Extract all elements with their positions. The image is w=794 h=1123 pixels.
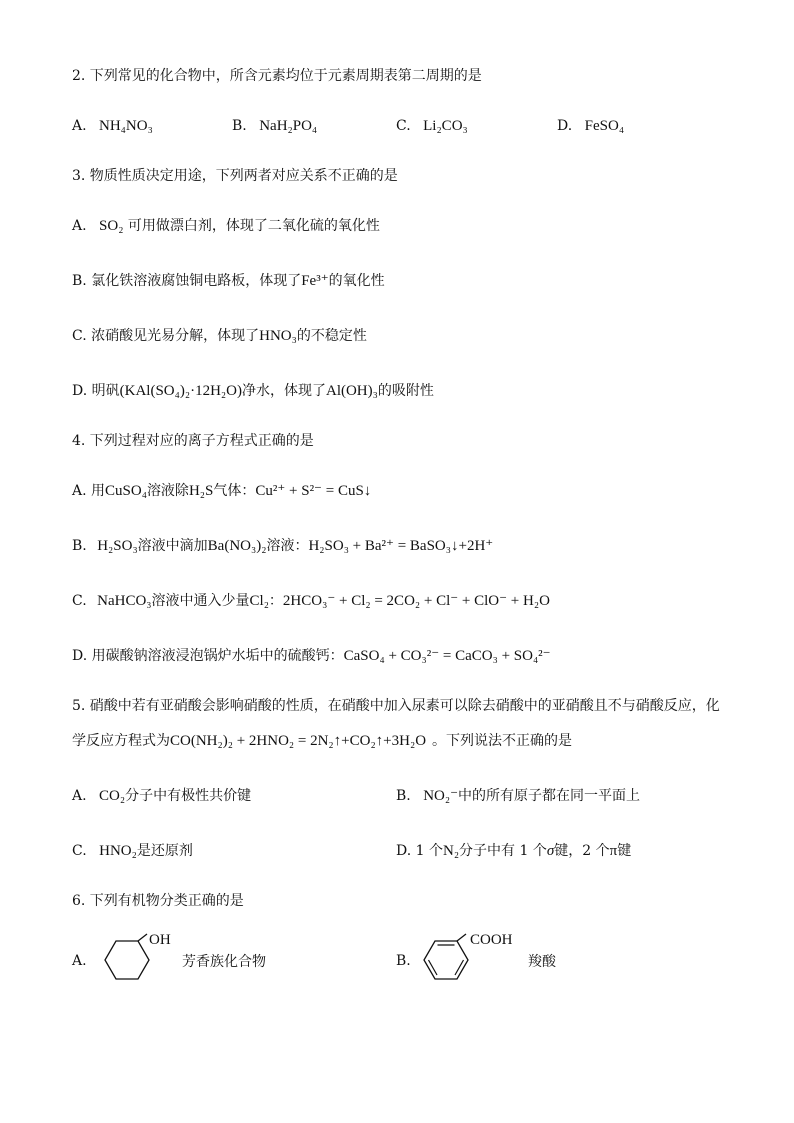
q5-c-label: C. — [72, 843, 87, 859]
q3-d-formula: (KAl(SO₄)₂·12H₂O) — [119, 383, 242, 399]
q5-d-tail: 键 — [617, 843, 632, 859]
q4-a-formula1: CuSO₄ — [105, 483, 147, 499]
q5-option-a[interactable] — [72, 786, 251, 806]
q3-a-label: A. — [72, 218, 87, 234]
q2-option-a[interactable] — [72, 116, 153, 136]
q4-d-text: D. 用碳酸钠溶液浸泡锅炉水垢中的硫酸钙： — [72, 648, 344, 664]
q5-equation: CO(NH₂)₂ + 2HNO₂ = 2N₂↑+CO₂↑+3H₂O — [170, 733, 427, 749]
q6-a-label[interactable]: A. — [72, 953, 87, 969]
q4-b-mid2: 溶液： — [266, 538, 309, 554]
q2-stem: 2. 下列常见的化合物中，所含元素均位于元素周期表第二周期的是 — [72, 68, 482, 84]
q5-stem-post: 。下列说法不正确的是 — [432, 733, 573, 749]
q5-b-formula: NO₂⁻ — [423, 788, 459, 804]
q3-c-formula: HNO₃ — [259, 328, 297, 344]
q2-d-formula: FeSO₄ — [584, 118, 625, 134]
q5-d-mid: 分子中有 1 个 — [459, 843, 547, 859]
q2-option-c[interactable] — [396, 116, 468, 136]
q5-option-b[interactable] — [396, 786, 640, 806]
q5-a-label: A. — [72, 788, 87, 804]
q5-a-text: 分子中有极性共价键 — [125, 788, 252, 804]
q4-option-b[interactable] — [72, 536, 493, 556]
q3-b-formula: Fe³⁺ — [301, 273, 329, 289]
q4-c-mid: 溶液中通入少量 — [151, 593, 250, 609]
q3-d-formula2: Al(OH)₃ — [325, 383, 378, 399]
q3-option-b[interactable] — [72, 271, 385, 291]
q5-d-sigma: σ — [546, 843, 555, 859]
q5-stem-line1: 5. 硝酸中若有亚硝酸会影响硝酸的性质，在硝酸中加入尿素可以除去硝酸中的亚硝酸且不与硝酸反应，化 — [72, 698, 720, 714]
q2-a-label: A. — [72, 118, 87, 134]
q2-b-formula: NaH₂PO₄ — [259, 118, 318, 134]
q3-d-text: D. 明矾 — [72, 383, 120, 399]
q4-b-label: B. — [72, 538, 87, 554]
q3-a-text: 可用做漂白剂，体现了二氧化硫的氧化性 — [127, 218, 380, 234]
q5-option-c[interactable] — [72, 841, 193, 861]
q4-a-formula2: H₂S — [188, 483, 214, 499]
q3-b-text: B. 氯化铁溶液腐蚀铜电路板，体现了 — [72, 273, 302, 289]
q5-stem-pre: 学反应方程式为 — [72, 733, 170, 749]
q3-option-a[interactable] — [72, 216, 380, 236]
q2-c-label: C. — [396, 118, 411, 134]
q4-d-equation: CaSO₄ + CO₃²⁻ = CaCO₃ + SO₄²⁻ — [343, 648, 551, 664]
q5-d-pi: π — [609, 843, 618, 859]
q3-stem: 3. 物质性质决定用途，下列两者对应关系不正确的是 — [72, 168, 398, 184]
q3-c-text: C. 浓硝酸见光易分解，体现了 — [72, 328, 260, 344]
q4-c-label: C. — [72, 593, 87, 609]
q2-a-formula: NH₄NO₃ — [99, 118, 153, 134]
q3-d-tail: 的吸附性 — [377, 383, 434, 399]
q4-b-formula2: Ba(NO₃)₂ — [207, 538, 267, 554]
q3-d-mid: 净水，体现了 — [241, 383, 326, 399]
q4-stem: 4. 下列过程对应的离子方程式正确的是 — [72, 433, 314, 449]
q6-stem: 6. 下列有机物分类正确的是 — [72, 893, 244, 909]
q4-a-text: A. 用 — [72, 483, 106, 499]
q3-c-tail: 的不稳定性 — [296, 328, 367, 344]
q3-option-c[interactable] — [72, 326, 367, 346]
q4-c-formula1: NaHCO₃ — [97, 593, 152, 609]
q3-a-formula: SO₂ — [99, 218, 124, 234]
q5-d-text: D. 1 个 — [396, 843, 443, 859]
q4-b-equation: H₂SO₃ + Ba²⁺ = BaSO₃↓+2H⁺ — [308, 538, 494, 554]
q4-b-mid: 溶液中滴加 — [137, 538, 208, 554]
q6-b-group: COOH — [470, 932, 513, 948]
q2-option-d[interactable] — [557, 116, 624, 136]
q5-b-label: B. — [396, 788, 411, 804]
q2-b-label: B. — [232, 118, 247, 134]
q6-a-group: OH — [149, 932, 171, 948]
q4-c-equation: 2HCO₃⁻ + Cl₂ = 2CO₂ + Cl⁻ + ClO⁻ + H₂O — [282, 593, 550, 609]
q4-option-a[interactable] — [72, 481, 371, 501]
q5-a-formula: CO₂ — [99, 788, 126, 804]
q4-c-mid2: ： — [268, 593, 283, 609]
q5-option-d[interactable] — [396, 841, 631, 861]
q6-b-text: 羧酸 — [528, 954, 556, 970]
q4-a-equation: Cu²⁺ + S²⁻ = CuS↓ — [255, 483, 372, 499]
q3-option-d[interactable] — [72, 381, 434, 401]
q4-option-d[interactable] — [72, 646, 551, 666]
q4-option-c[interactable] — [72, 591, 550, 611]
q5-c-text: 是还原剂 — [136, 843, 193, 859]
q2-c-formula: Li₂CO₃ — [423, 118, 468, 134]
q3-b-tail: 的氧化性 — [328, 273, 385, 289]
q5-c-formula: HNO₂ — [99, 843, 137, 859]
q6-a-text: 芳香族化合物 — [182, 954, 266, 970]
q5-d-mid2: 键，2 个 — [554, 843, 610, 859]
q5-b-text: 中的所有原子都在同一平面上 — [458, 788, 641, 804]
q2-d-label: D. — [557, 118, 573, 134]
q4-a-mid: 溶液除 — [146, 483, 189, 499]
q4-a-mid2: 气体： — [213, 483, 256, 499]
q4-b-formula1: H₂SO₃ — [97, 538, 138, 554]
q5-d-formula: N₂ — [442, 843, 460, 859]
q5-stem-line2 — [72, 731, 572, 751]
q4-c-formula2: Cl₂ — [249, 593, 269, 609]
q6-b-label[interactable]: B. — [396, 953, 411, 969]
q2-option-b[interactable] — [232, 116, 317, 136]
